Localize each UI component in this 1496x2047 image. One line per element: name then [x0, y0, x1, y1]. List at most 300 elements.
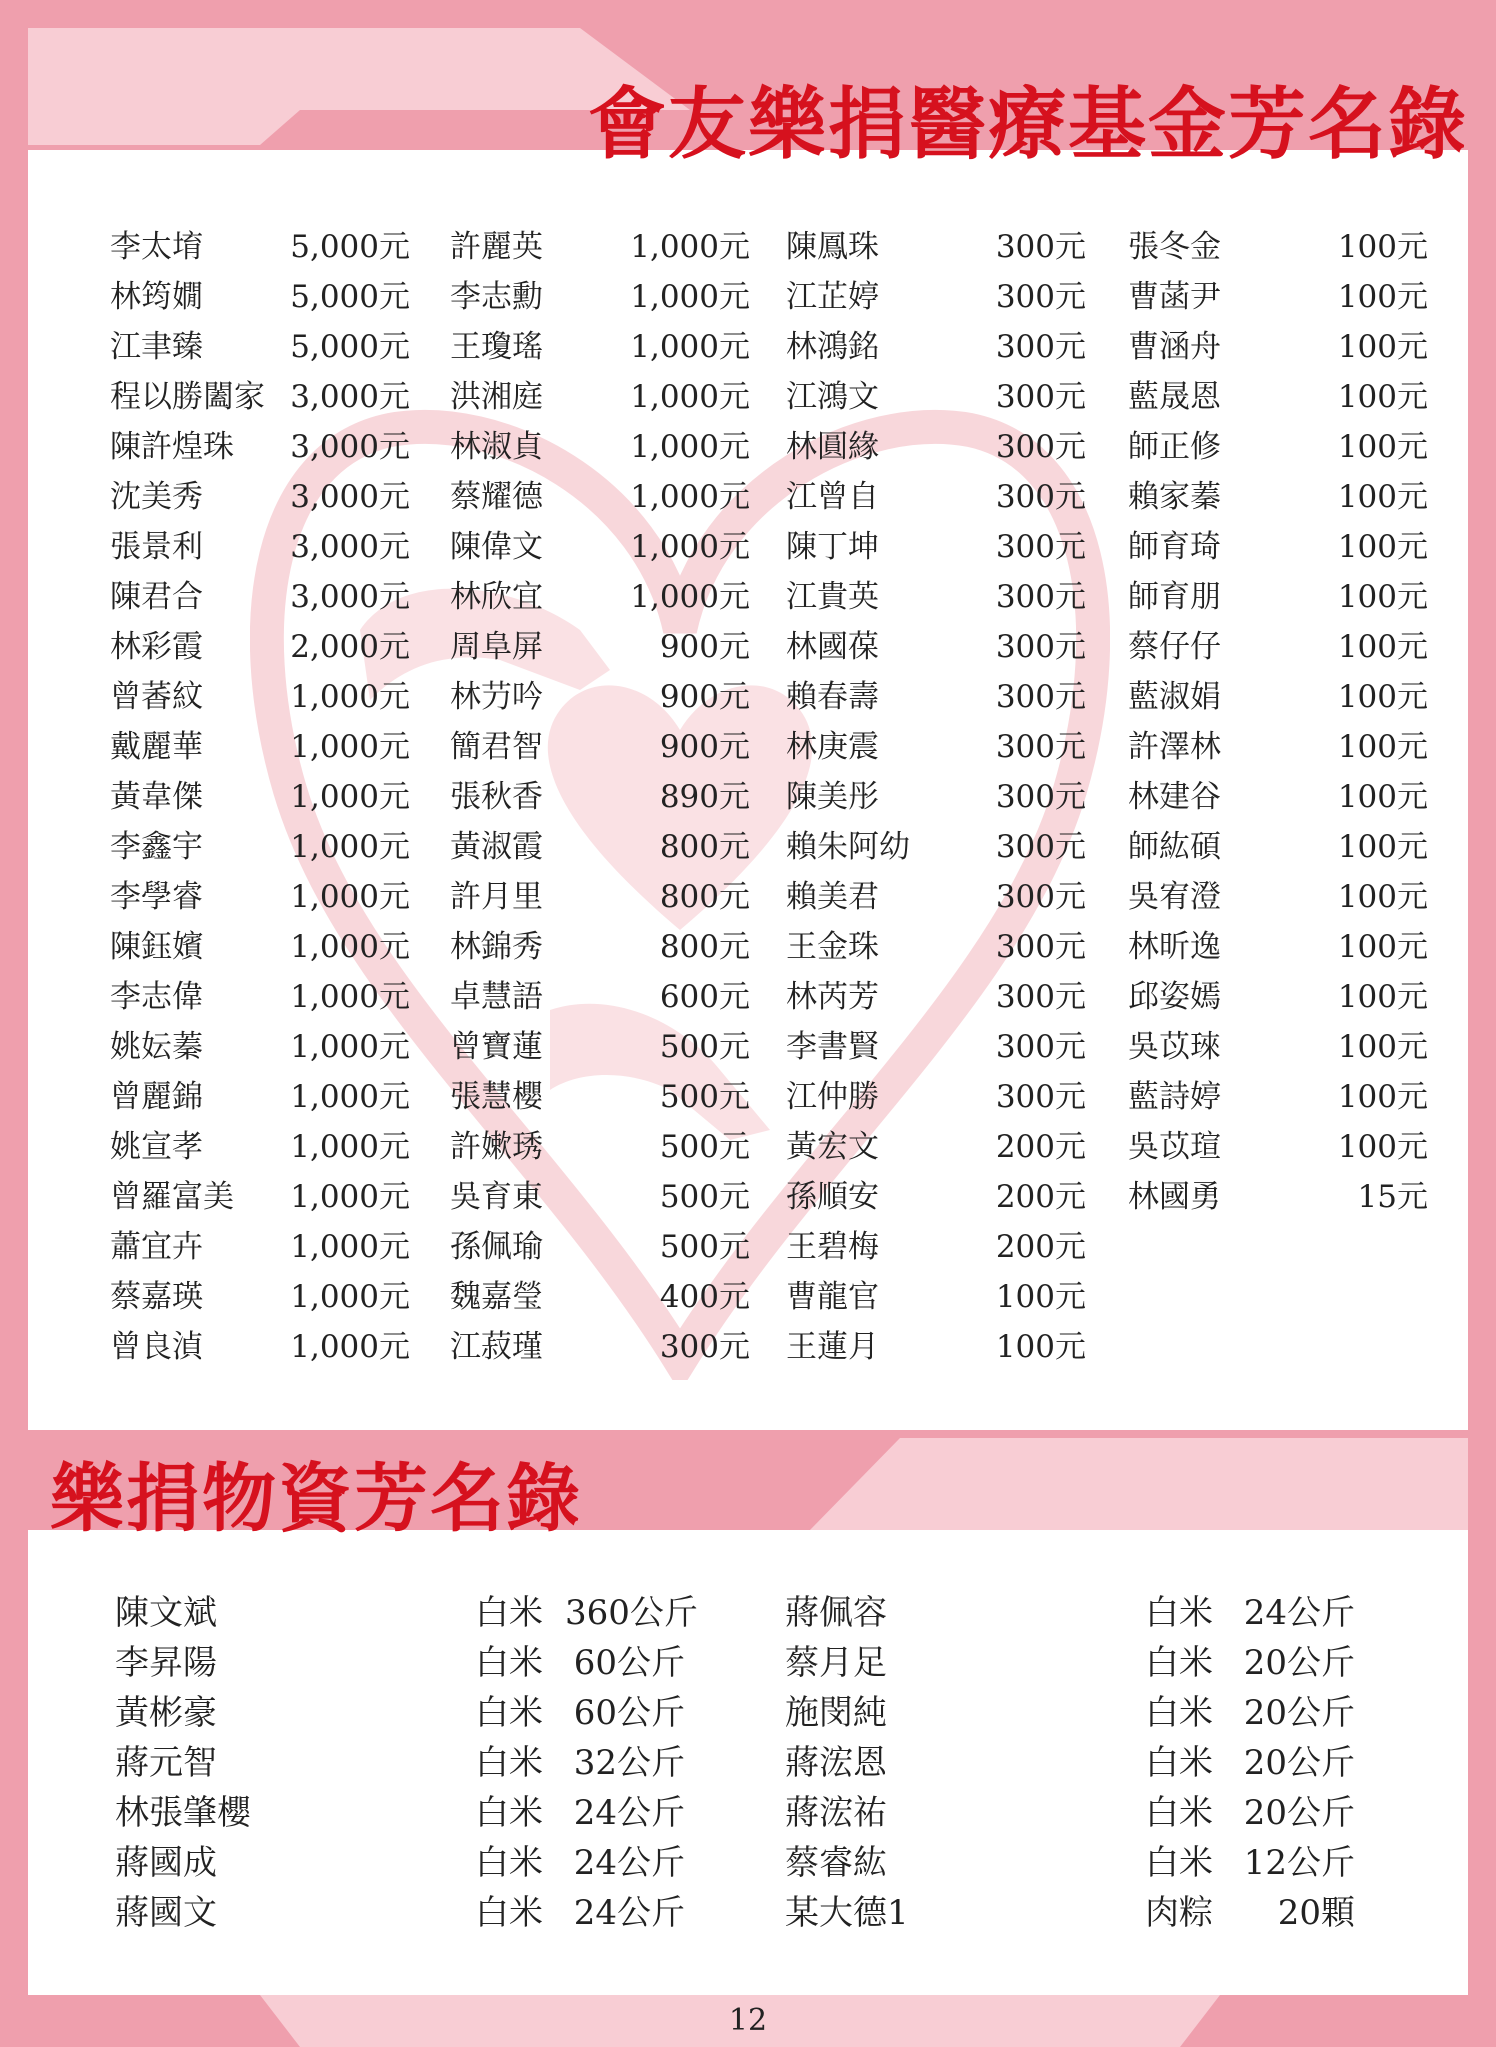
donation-amount: 1,000元 — [290, 1179, 410, 1215]
donor-row — [110, 1022, 410, 1072]
goods-item: 白米 — [1145, 1743, 1213, 1783]
donor-name: 曾麗錦 — [110, 1079, 203, 1115]
donor-name: 師正修 — [1128, 429, 1221, 465]
donor-row — [110, 1122, 410, 1172]
donation-amount: 300元 — [995, 579, 1086, 615]
goods-donor-row — [115, 1588, 698, 1638]
donation-amount: 500元 — [659, 1229, 750, 1265]
donation-amount: 300元 — [995, 529, 1086, 565]
donation-amount: 1,000元 — [630, 579, 750, 615]
donor-row — [110, 572, 410, 622]
donation-amount: 100元 — [1337, 679, 1428, 715]
donation-amount: 1,000元 — [290, 679, 410, 715]
goods-donor-name: 陳文斌 — [115, 1593, 217, 1633]
donor-name: 江貴英 — [786, 579, 879, 615]
donor-row — [1128, 822, 1428, 872]
donor-name: 王金珠 — [786, 929, 879, 965]
donation-amount: 1,000元 — [630, 529, 750, 565]
donation-amount: 1,000元 — [630, 329, 750, 365]
goods-donor-row — [115, 1788, 685, 1838]
donor-row — [1128, 1072, 1428, 1122]
donation-amount: 300元 — [995, 729, 1086, 765]
page-title: 會友樂捐醫療基金芳名錄 — [587, 79, 1468, 170]
donor-row — [786, 572, 1086, 622]
donation-amount: 3,000元 — [290, 379, 410, 415]
donation-amount: 500元 — [659, 1129, 750, 1165]
donation-amount: 300元 — [995, 829, 1086, 865]
goods-quantity: 32公斤 — [573, 1743, 685, 1783]
donation-amount: 1,000元 — [290, 779, 410, 815]
goods-quantity: 24公斤 — [1243, 1593, 1355, 1633]
donation-amount: 300元 — [995, 879, 1086, 915]
donor-name: 曾寶蓮 — [450, 1029, 543, 1065]
donor-row — [110, 422, 410, 472]
donation-amount: 1,000元 — [290, 879, 410, 915]
donor-row — [786, 372, 1086, 422]
donor-row — [1128, 222, 1428, 272]
donor-row — [450, 822, 750, 872]
donor-row — [450, 772, 750, 822]
donor-row — [786, 422, 1086, 472]
donation-amount: 1,000元 — [290, 1079, 410, 1115]
donor-name: 蔡耀德 — [450, 479, 543, 515]
donation-amount: 1,000元 — [290, 729, 410, 765]
donation-amount: 200元 — [995, 1129, 1086, 1165]
donor-row — [786, 772, 1086, 822]
donation-amount: 1,000元 — [630, 229, 750, 265]
donation-amount: 5,000元 — [290, 329, 410, 365]
donor-name: 王蓮月 — [786, 1329, 879, 1365]
donor-row — [110, 472, 410, 522]
donor-row — [786, 272, 1086, 322]
donor-row — [450, 222, 750, 272]
donation-amount: 1,000元 — [290, 1229, 410, 1265]
donor-row — [450, 622, 750, 672]
goods-quantity: 24公斤 — [573, 1843, 685, 1883]
goods-quantity: 20公斤 — [1243, 1793, 1355, 1833]
donor-name: 賴春壽 — [786, 679, 879, 715]
goods-item: 白米 — [1145, 1593, 1213, 1633]
donor-name: 蔡仔仔 — [1128, 629, 1221, 665]
donor-name: 許澤林 — [1128, 729, 1221, 765]
donation-amount: 800元 — [659, 929, 750, 965]
donor-name: 張秋香 — [450, 779, 543, 815]
donor-name: 林國葆 — [786, 629, 879, 665]
donor-row — [450, 1122, 750, 1172]
donor-row — [786, 972, 1086, 1022]
donor-name: 陳偉文 — [450, 529, 543, 565]
donor-name: 林昕逸 — [1128, 929, 1221, 965]
donor-row — [110, 1172, 410, 1222]
donor-row — [110, 522, 410, 572]
donor-row — [786, 1222, 1086, 1272]
donor-row — [450, 1272, 750, 1322]
donation-amount: 300元 — [995, 329, 1086, 365]
goods-donor-row — [785, 1688, 1355, 1738]
donor-name: 林庚震 — [786, 729, 879, 765]
donation-amount: 890元 — [659, 779, 750, 815]
donor-row — [450, 872, 750, 922]
donor-row — [1128, 922, 1428, 972]
donor-row — [450, 1322, 750, 1372]
donor-row — [110, 672, 410, 722]
goods-donor-row — [785, 1838, 1355, 1888]
donor-name: 吳苡瑄 — [1128, 1129, 1221, 1165]
donor-row — [110, 772, 410, 822]
donor-row — [786, 1072, 1086, 1122]
donation-amount: 1,000元 — [630, 379, 750, 415]
donation-amount: 300元 — [995, 679, 1086, 715]
goods-item: 肉粽 — [1145, 1893, 1213, 1933]
donation-amount: 100元 — [1337, 629, 1428, 665]
donation-amount: 3,000元 — [290, 529, 410, 565]
goods-column-2 — [785, 1588, 1355, 1938]
donor-name: 黃淑霞 — [450, 829, 543, 865]
donor-name: 姚妘蓁 — [110, 1029, 203, 1065]
donor-row — [450, 972, 750, 1022]
goods-donor-row — [785, 1888, 1355, 1938]
donation-amount: 200元 — [995, 1229, 1086, 1265]
donor-name: 林芀吟 — [450, 679, 543, 715]
donation-amount: 100元 — [995, 1279, 1086, 1315]
donor-name: 林淑貞 — [450, 429, 543, 465]
donor-row — [1128, 672, 1428, 722]
donation-amount: 300元 — [995, 229, 1086, 265]
donation-amount: 100元 — [1337, 229, 1428, 265]
donor-name: 林圓緣 — [786, 429, 879, 465]
donor-row — [110, 222, 410, 272]
donation-amount: 100元 — [1337, 829, 1428, 865]
goods-item: 白米 — [475, 1593, 543, 1633]
goods-quantity: 20顆 — [1277, 1893, 1355, 1933]
donor-name: 林芮芳 — [786, 979, 879, 1015]
donation-amount: 200元 — [995, 1179, 1086, 1215]
donor-row — [110, 1072, 410, 1122]
donor-row — [110, 1272, 410, 1322]
donor-row — [110, 1322, 410, 1372]
donor-row — [110, 372, 410, 422]
donor-row — [786, 822, 1086, 872]
donor-row — [450, 722, 750, 772]
donor-row — [786, 1022, 1086, 1072]
donor-name: 李志偉 — [110, 979, 203, 1015]
goods-donor-row — [115, 1688, 685, 1738]
donor-row — [1128, 1122, 1428, 1172]
money-column-1 — [110, 222, 410, 1372]
donor-name: 賴美君 — [786, 879, 879, 915]
donor-row — [450, 272, 750, 322]
money-column-4 — [1128, 222, 1428, 1222]
goods-quantity: 24公斤 — [573, 1793, 685, 1833]
donor-name: 師育朋 — [1128, 579, 1221, 615]
donation-amount: 300元 — [995, 629, 1086, 665]
donation-amount: 300元 — [995, 279, 1086, 315]
donation-amount: 300元 — [659, 1329, 750, 1365]
goods-donor-row — [785, 1738, 1355, 1788]
donation-amount: 100元 — [1337, 979, 1428, 1015]
goods-donor-row — [115, 1638, 685, 1688]
donor-name: 曹龍官 — [786, 1279, 879, 1315]
donor-row — [1128, 872, 1428, 922]
donation-amount: 100元 — [1337, 879, 1428, 915]
donor-row — [786, 722, 1086, 772]
donation-amount: 3,000元 — [290, 479, 410, 515]
donor-row — [450, 922, 750, 972]
donation-amount: 500元 — [659, 1029, 750, 1065]
donation-amount: 300元 — [995, 429, 1086, 465]
donation-amount: 1,000元 — [630, 279, 750, 315]
donor-name: 陳鈺嬪 — [110, 929, 203, 965]
goods-donor-name: 施閔純 — [785, 1693, 887, 1733]
donor-name: 林錦秀 — [450, 929, 543, 965]
goods-quantity: 20公斤 — [1243, 1643, 1355, 1683]
donor-name: 江菽瑾 — [450, 1329, 543, 1365]
goods-item: 白米 — [475, 1843, 543, 1883]
donor-row — [450, 1072, 750, 1122]
donation-amount: 100元 — [1337, 1129, 1428, 1165]
donation-amount: 800元 — [659, 879, 750, 915]
donation-amount: 300元 — [995, 479, 1086, 515]
donation-amount: 100元 — [1337, 929, 1428, 965]
goods-item: 白米 — [475, 1693, 543, 1733]
donor-row — [110, 1222, 410, 1272]
donation-amount: 400元 — [659, 1279, 750, 1315]
donor-row — [450, 572, 750, 622]
donation-amount: 100元 — [1337, 279, 1428, 315]
donor-name: 魏嘉瑩 — [450, 1279, 543, 1315]
donor-name: 李書賢 — [786, 1029, 879, 1065]
donor-name: 林欣宜 — [450, 579, 543, 615]
donation-amount: 800元 — [659, 829, 750, 865]
donor-name: 邱姿嫣 — [1128, 979, 1221, 1015]
donor-name: 江芷婷 — [786, 279, 879, 315]
donor-row — [450, 1022, 750, 1072]
donor-row — [1128, 372, 1428, 422]
donation-amount: 1,000元 — [290, 829, 410, 865]
donor-name: 卓慧語 — [450, 979, 543, 1015]
donor-row — [1128, 272, 1428, 322]
donor-row — [450, 672, 750, 722]
goods-donor-name: 某大德1 — [785, 1893, 909, 1933]
donor-row — [1128, 772, 1428, 822]
goods-item: 白米 — [1145, 1793, 1213, 1833]
goods-quantity: 12公斤 — [1243, 1843, 1355, 1883]
donor-row — [1128, 972, 1428, 1022]
donor-name: 周阜屏 — [450, 629, 543, 665]
donor-name: 江曾自 — [786, 479, 879, 515]
donor-row — [1128, 622, 1428, 672]
goods-donor-name: 蔣國成 — [115, 1843, 217, 1883]
donor-name: 曹菡尹 — [1128, 279, 1221, 315]
donation-amount: 300元 — [995, 929, 1086, 965]
donor-row — [110, 822, 410, 872]
donor-name: 林國勇 — [1128, 1179, 1221, 1215]
donation-amount: 600元 — [659, 979, 750, 1015]
donor-name: 孫順安 — [786, 1179, 879, 1215]
donor-name: 吳苡琜 — [1128, 1029, 1221, 1065]
donation-amount: 1,000元 — [630, 479, 750, 515]
donor-row — [786, 1172, 1086, 1222]
donor-name: 許麗英 — [450, 229, 543, 265]
donation-amount: 100元 — [1337, 779, 1428, 815]
donor-name: 黃宏文 — [786, 1129, 879, 1165]
donor-name: 林鴻銘 — [786, 329, 879, 365]
donation-amount: 500元 — [659, 1179, 750, 1215]
donation-amount: 900元 — [659, 629, 750, 665]
goods-donor-name: 蔣浤恩 — [785, 1743, 887, 1783]
donation-amount: 100元 — [1337, 529, 1428, 565]
donor-name: 林建谷 — [1128, 779, 1221, 815]
goods-donor-name: 蔣浤祐 — [785, 1793, 887, 1833]
donor-name: 蔡嘉瑛 — [110, 1279, 203, 1315]
goods-donor-name: 李昇陽 — [115, 1643, 217, 1683]
goods-donor-row — [115, 1838, 685, 1888]
donor-name: 姚宣孝 — [110, 1129, 203, 1165]
donor-row — [1128, 472, 1428, 522]
donor-name: 陳美彤 — [786, 779, 879, 815]
donor-name: 曾羅富美 — [110, 1179, 234, 1215]
donor-name: 吳育東 — [450, 1179, 543, 1215]
goods-donor-row — [785, 1588, 1355, 1638]
donation-amount: 100元 — [1337, 1079, 1428, 1115]
donation-amount: 300元 — [995, 779, 1086, 815]
donation-amount: 500元 — [659, 1079, 750, 1115]
donor-row — [110, 322, 410, 372]
donor-row — [450, 472, 750, 522]
donor-name: 賴家蓁 — [1128, 479, 1221, 515]
goods-donor-row — [785, 1638, 1355, 1688]
goods-donor-row — [785, 1788, 1355, 1838]
donor-name: 程以勝闔家 — [110, 379, 265, 415]
donor-row — [1128, 722, 1428, 772]
donation-amount: 300元 — [995, 379, 1086, 415]
donor-row — [786, 472, 1086, 522]
donor-name: 陳君合 — [110, 579, 203, 615]
donor-name: 賴朱阿幼 — [786, 829, 910, 865]
donor-name: 師育琦 — [1128, 529, 1221, 565]
goods-column-1 — [115, 1588, 698, 1938]
donor-row — [1128, 322, 1428, 372]
donor-name: 張冬金 — [1128, 229, 1221, 265]
donor-row — [450, 1222, 750, 1272]
donor-name: 曾良湞 — [110, 1329, 203, 1365]
donation-amount: 900元 — [659, 729, 750, 765]
donor-name: 藍淑娟 — [1128, 679, 1221, 715]
donor-row — [110, 972, 410, 1022]
donation-amount: 100元 — [1337, 729, 1428, 765]
donor-row — [1128, 1172, 1428, 1222]
donor-name: 吳宥澄 — [1128, 879, 1221, 915]
donor-name: 林彩霞 — [110, 629, 203, 665]
goods-donor-row — [115, 1888, 685, 1938]
donor-row — [786, 1122, 1086, 1172]
donor-name: 李志勳 — [450, 279, 543, 315]
donation-amount: 1,000元 — [290, 1029, 410, 1065]
donor-row — [1128, 1022, 1428, 1072]
donor-row — [110, 722, 410, 772]
donation-amount: 1,000元 — [630, 429, 750, 465]
donor-name: 曹涵舟 — [1128, 329, 1221, 365]
donation-amount: 100元 — [1337, 379, 1428, 415]
donor-row — [110, 272, 410, 322]
donor-name: 簡君智 — [450, 729, 543, 765]
goods-quantity: 60公斤 — [573, 1693, 685, 1733]
goods-item: 白米 — [475, 1793, 543, 1833]
donation-amount: 15元 — [1357, 1179, 1428, 1215]
goods-donor-name: 蔡睿紘 — [785, 1843, 887, 1883]
goods-donor-name: 黃彬豪 — [115, 1693, 217, 1733]
donation-amount: 3,000元 — [290, 429, 410, 465]
donor-name: 戴麗華 — [110, 729, 203, 765]
goods-quantity: 20公斤 — [1243, 1693, 1355, 1733]
money-column-2 — [450, 222, 750, 1372]
donor-row — [450, 1172, 750, 1222]
donor-name: 陳鳳珠 — [786, 229, 879, 265]
donor-row — [450, 422, 750, 472]
donor-row — [786, 322, 1086, 372]
page-number: 12 — [728, 2003, 768, 2038]
goods-item: 白米 — [475, 1643, 543, 1683]
donor-name: 江鴻文 — [786, 379, 879, 415]
donor-name: 陳許煌珠 — [110, 429, 234, 465]
donor-row — [786, 922, 1086, 972]
donor-row — [786, 672, 1086, 722]
donor-name: 許月里 — [450, 879, 543, 915]
donor-row — [786, 522, 1086, 572]
donor-row — [1128, 422, 1428, 472]
donor-row — [110, 922, 410, 972]
donation-amount: 100元 — [995, 1329, 1086, 1365]
donor-name: 王碧梅 — [786, 1229, 879, 1265]
donor-name: 李太堉 — [110, 229, 203, 265]
donation-amount: 100元 — [1337, 479, 1428, 515]
donor-name: 江仲勝 — [786, 1079, 879, 1115]
goods-quantity: 60公斤 — [573, 1643, 685, 1683]
donor-row — [450, 372, 750, 422]
donor-name: 江聿臻 — [110, 329, 203, 365]
donor-row — [786, 1272, 1086, 1322]
donor-name: 張景利 — [110, 529, 203, 565]
donor-name: 李鑫宇 — [110, 829, 203, 865]
donation-amount: 5,000元 — [290, 279, 410, 315]
donor-name: 許嫰琇 — [450, 1129, 543, 1165]
donation-amount: 1,000元 — [290, 1279, 410, 1315]
donor-name: 黃韋傑 — [110, 779, 203, 815]
donor-row — [786, 222, 1086, 272]
donor-name: 王瓊瑤 — [450, 329, 543, 365]
donor-row — [110, 622, 410, 672]
donation-amount: 100元 — [1337, 579, 1428, 615]
donation-amount: 2,000元 — [290, 629, 410, 665]
donor-name: 蕭宜卉 — [110, 1229, 203, 1265]
donor-name: 沈美秀 — [110, 479, 203, 515]
donation-amount: 1,000元 — [290, 929, 410, 965]
goods-donor-name: 蔣佩容 — [785, 1593, 887, 1633]
money-column-3 — [786, 222, 1086, 1372]
donation-amount: 100元 — [1337, 1029, 1428, 1065]
goods-quantity: 24公斤 — [573, 1893, 685, 1933]
goods-donor-name: 林張肇櫻 — [115, 1793, 251, 1833]
goods-item: 白米 — [1145, 1693, 1213, 1733]
donation-amount: 900元 — [659, 679, 750, 715]
donation-amount: 1,000元 — [290, 979, 410, 1015]
goods-item: 白米 — [1145, 1843, 1213, 1883]
donor-row — [786, 622, 1086, 672]
donor-name: 張慧櫻 — [450, 1079, 543, 1115]
goods-item: 白米 — [1145, 1643, 1213, 1683]
donation-amount: 100元 — [1337, 329, 1428, 365]
donor-name: 師紘碩 — [1128, 829, 1221, 865]
